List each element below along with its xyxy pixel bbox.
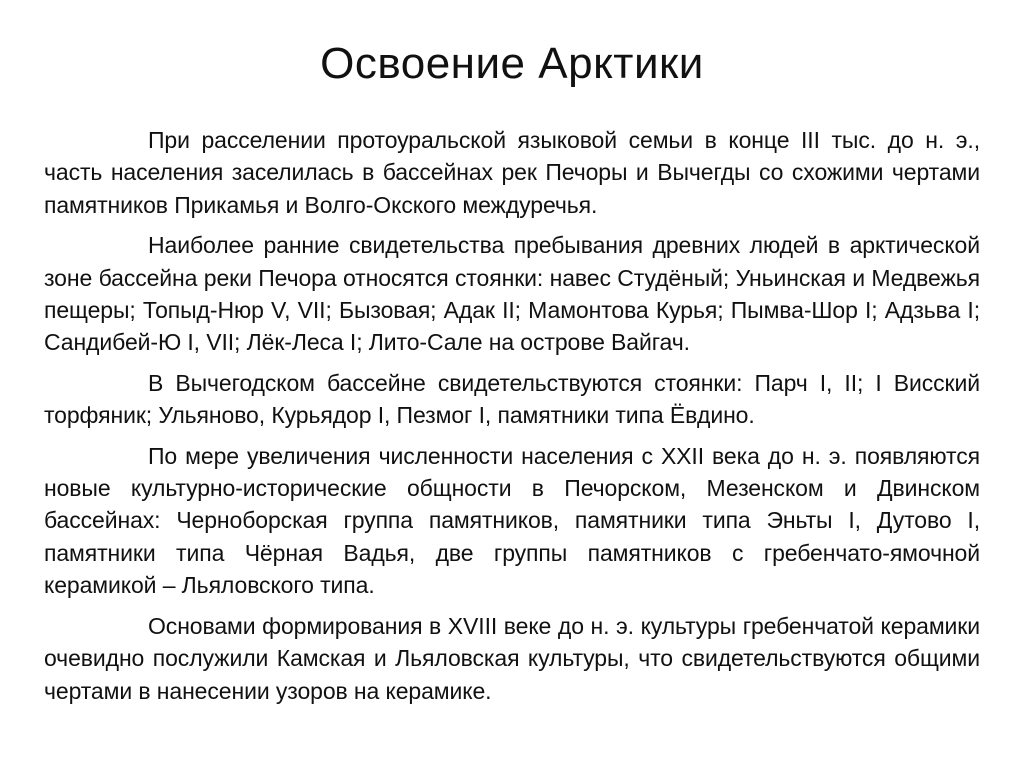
paragraph-2: Наиболее ранние свидетельства пребывания древних людей в арктической зоне бассейна реки Печора относятся стоянки: навес Студёный; Уньинская и Медвежья пещеры; Топыд-Нюр V, VII; Бызовая; Адак II; Мамонтова Курья; Пымва-Шор I; Адзьва I; Сандибей-Ю I, VII; Лёк-Леса I; Лито-Сале на острове Вайгач. xyxy=(44,232,980,356)
paragraph-5: Основами формирования в XVIII веке до н. э. культуры гребенчатой керамики очевидно послужили Камская и Льяловская культуры, что свидетельствуются общими чертами в нанесении узоров на керамике. xyxy=(44,612,980,704)
slide-title: Освоение Арктики xyxy=(320,39,704,88)
slide-body xyxy=(44,124,980,715)
paragraph-3: В Вычегодском бассейне свидетельствуются стоянки: Парч I, II; I Висский торфяник; Ульяново, Курьядор I, Пезмог I, памятники типа Ёвдино. xyxy=(44,369,980,429)
paragraph-1: При расселении протоуральской языковой семьи в конце III тыс. до н. э., часть населения заселилась в бассейнах рек Печоры и Вычегды со схожими чертами памятников Прикамья и Волго-Окского междуречья. xyxy=(44,127,980,218)
paragraph-4: По мере увеличения численности населения с XXII века до н. э. появляются новые культурно-исторические общности в Печорском, Мезенском и Двинском бассейнах: Черноборская группа памятников, памятники типа Эньты I, Дутово I, памятники типа Чёрная Вадья, две группы памятников с гребенчато-ямочной керамикой – Льяловского типа. xyxy=(44,442,980,599)
